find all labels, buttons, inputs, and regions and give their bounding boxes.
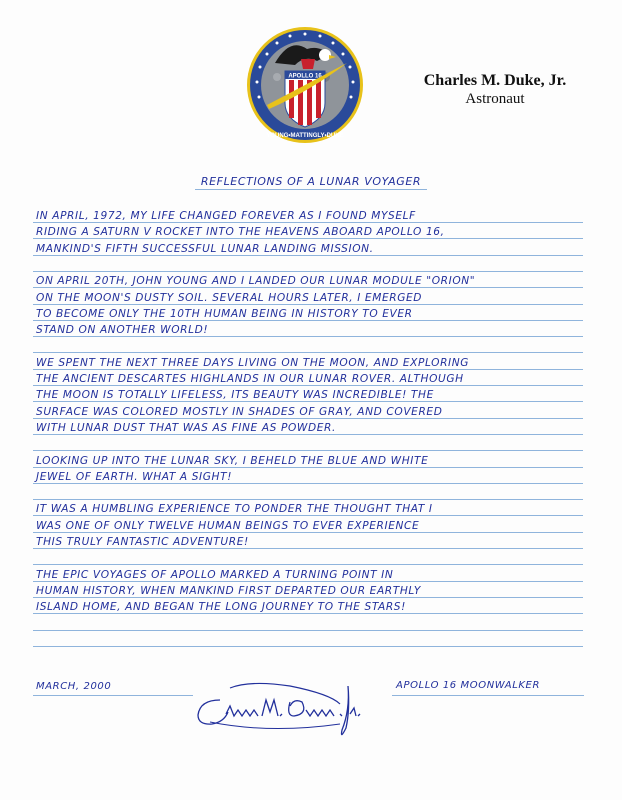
ruled-line	[33, 336, 583, 337]
letter-line: HUMAN HISTORY, WHEN MANKIND FIRST DEPARTED OUR EARTHLY	[36, 585, 421, 597]
letter-line: MANKIND'S FIFTH SUCCESSFUL LUNAR LANDING MISSION.	[36, 243, 374, 255]
letter-date: MARCH, 2000	[36, 681, 112, 692]
ruled-line	[33, 483, 583, 484]
ruled-line	[33, 418, 583, 419]
letter-line: WAS ONE OF ONLY TWELVE HUMAN BEINGS TO EVER EXPERIENCE	[36, 520, 420, 532]
ruled-line	[33, 467, 583, 468]
letter-line: WITH LUNAR DUST THAT WAS AS FINE AS POWDER.	[36, 422, 336, 434]
letter-line: ON THE MOON'S DUSTY SOIL. SEVERAL HOURS LATER, I EMERGED	[36, 292, 423, 304]
letter-line: LOOKING UP INTO THE LUNAR SKY, I BEHELD THE BLUE AND WHITE	[36, 455, 429, 467]
ruled-line	[33, 532, 583, 533]
svg-text:YOUNG•MATTINGLY•DUKE: YOUNG•MATTINGLY•DUKE	[266, 133, 344, 139]
ruled-line	[33, 304, 583, 305]
ruled-line	[33, 646, 583, 647]
ruled-line	[33, 271, 583, 272]
ruled-line	[33, 222, 583, 223]
letter-line: ISLAND HOME, AND BEGAN THE LONG JOURNEY TO THE STARS!	[36, 601, 406, 613]
letter-line: ON APRIL 20TH, JOHN YOUNG AND I LANDED OUR LUNAR MODULE "ORION"	[36, 275, 476, 287]
ruled-line	[33, 548, 583, 549]
letter-title-text: REFLECTIONS OF A LUNAR VOYAGER	[195, 175, 427, 190]
signature	[190, 680, 390, 750]
sign-role-rule	[392, 695, 584, 696]
apollo-16-patch-icon	[245, 25, 365, 145]
ruled-line	[33, 255, 583, 256]
ruled-line	[33, 238, 583, 239]
ruled-line	[33, 385, 583, 386]
letter-line: SURFACE WAS COLORED MOSTLY IN SHADES OF GRAY, AND COVERED	[36, 406, 443, 418]
ruled-line	[33, 564, 583, 565]
letter-line: IN APRIL, 1972, MY LIFE CHANGED FOREVER AS I FOUND MYSELF	[36, 210, 416, 222]
ruled-line	[33, 434, 583, 435]
letterhead	[420, 72, 570, 108]
date-rule	[33, 695, 193, 696]
letter-line: THIS TRULY FANTASTIC ADVENTURE!	[36, 536, 249, 548]
letter-line: THE EPIC VOYAGES OF APOLLO MARKED A TURNING POINT IN	[36, 569, 394, 581]
ruled-line	[33, 369, 583, 370]
ruled-line	[33, 352, 583, 353]
ruled-line	[33, 287, 583, 288]
letter-line: WE SPENT THE NEXT THREE DAYS LIVING ON THE MOON, AND EXPLORING	[36, 357, 470, 369]
svg-text:APOLLO 16: APOLLO 16	[288, 73, 322, 80]
ruled-line	[33, 613, 583, 614]
letter-line: THE MOON IS TOTALLY LIFELESS, ITS BEAUTY WAS INCREDIBLE! THE	[36, 389, 434, 401]
letter-line: RIDING A SATURN V ROCKET INTO THE HEAVENS ABOARD APOLLO 16,	[36, 226, 445, 238]
ruled-line	[33, 499, 583, 500]
letter-line: IT WAS A HUMBLING EXPERIENCE TO PONDER THE THOUGHT THAT I	[36, 503, 433, 515]
letter-line: THE ANCIENT DESCARTES HIGHLANDS IN OUR LUNAR ROVER. ALTHOUGH	[36, 373, 464, 385]
ruled-line	[33, 581, 583, 582]
letter-line: TO BECOME ONLY THE 10TH HUMAN BEING IN HISTORY TO EVER	[36, 308, 413, 320]
ruled-line	[33, 515, 583, 516]
ruled-line	[33, 597, 583, 598]
sign-role: APOLLO 16 MOONWALKER	[396, 680, 541, 691]
letter-line: STAND ON ANOTHER WORLD!	[36, 324, 209, 336]
letterhead-role: Astronaut	[465, 91, 525, 107]
letter-title	[0, 175, 622, 188]
ruled-line	[33, 401, 583, 402]
ruled-line	[33, 320, 583, 321]
letterhead-name: Charles M. Duke, Jr.	[423, 72, 567, 89]
ruled-line	[33, 630, 583, 631]
ruled-line	[33, 450, 583, 451]
letter-line: JEWEL OF EARTH. WHAT A SIGHT!	[36, 471, 233, 483]
